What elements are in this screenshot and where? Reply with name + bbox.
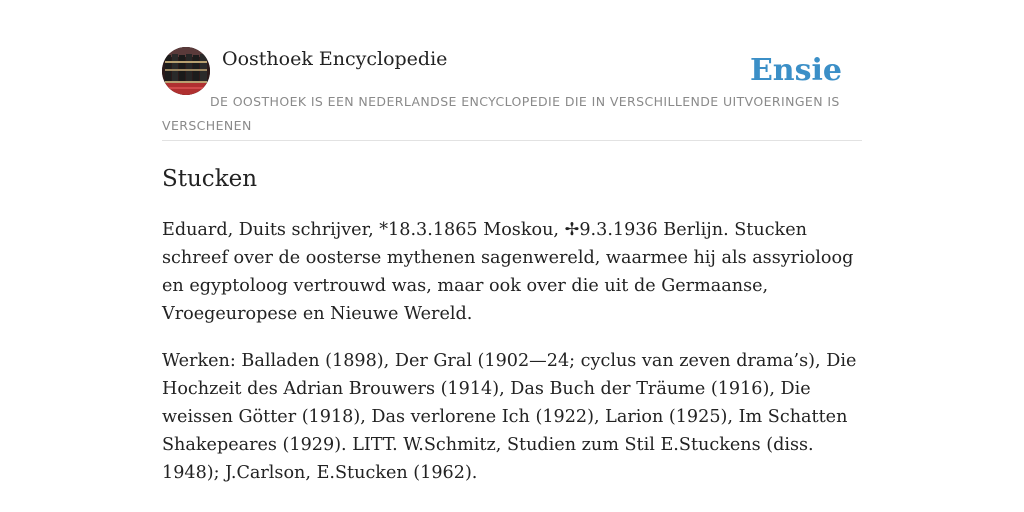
article-title: Stucken — [162, 166, 258, 192]
brand-logo[interactable]: Ensie — [749, 53, 842, 88]
site-title[interactable]: Oosthoek Encyclopedie — [222, 48, 448, 70]
article-paragraph-works: Werken: Balladen (1898), Der Gral (1902—24; cyclus van zeven drama’s), Die Hochzeit des Adrian Brouwers (1914), Das Buch der Träume (1916), Die weissen Götter (1918), Das verlorene Ich (1922), Larion (1925), Im Schatten Shakepeares (1929). LITT. W.Schmitz, Studien zum Stil E.Stuckens (diss. 1948); J.Carlson, E.Stucken (1962). — [162, 351, 857, 483]
site-header — [162, 46, 862, 141]
encyclopedia-books-avatar-icon[interactable] — [162, 47, 210, 95]
article-paragraph-definition: Eduard, Duits schrijver, *18.3.1865 Moskou, ✢9.3.1936 Berlijn. Stucken schreef over de oosterse mythenen sagenwereld, waarmee hij als assyrioloog en egyptoloog vertrouwd was, maar ook over die uit de Germaanse, Vroegeuropese en Nieuwe Wereld. — [162, 220, 854, 324]
site-tagline: DE OOSTHOEK IS EEN NEDERLANDSE ENCYCLOPEDIE DIE IN VERSCHILLENDE UITVOERINGEN IS VERSCHENEN — [162, 94, 840, 133]
